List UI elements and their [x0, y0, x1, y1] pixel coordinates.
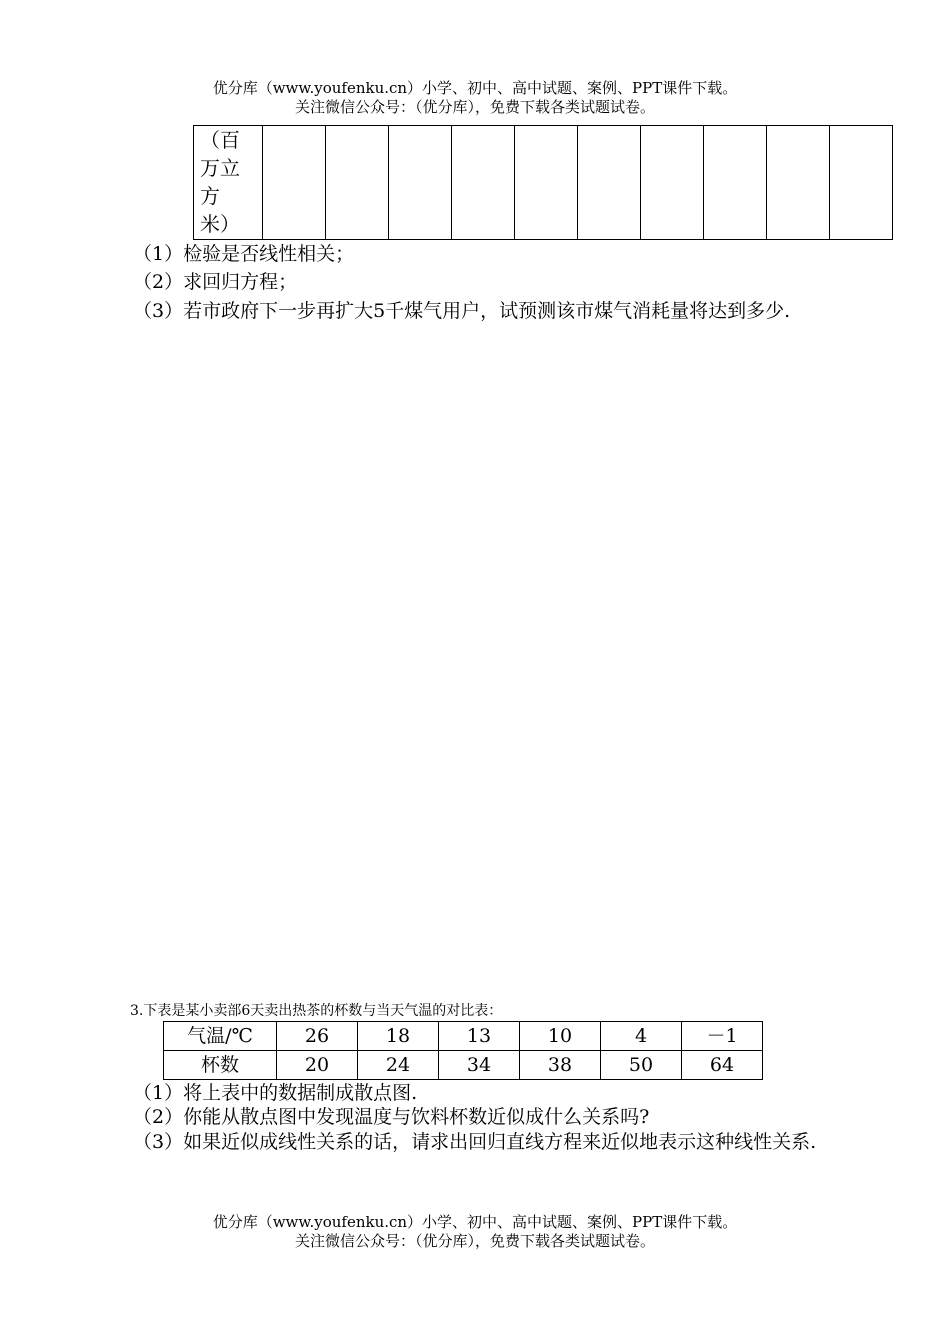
unit-line: （百 — [200, 128, 240, 152]
temperature-value: －1 — [682, 1022, 763, 1051]
temperature-value: 26 — [277, 1022, 358, 1051]
q2-item-3: （3）若市政府下一步再扩大5千煤气用户，试预测该市煤气消耗量将达到多少. — [133, 300, 791, 322]
table-row — [194, 126, 893, 240]
empty-cell — [515, 126, 578, 240]
row-label-temperature: 气温/℃ — [164, 1022, 277, 1051]
empty-cell — [263, 126, 326, 240]
cups-value: 38 — [520, 1051, 601, 1080]
temperature-value: 18 — [358, 1022, 439, 1051]
footer-line-2: 关注微信公众号：（优分库），免费下载各类试题试卷。 — [294, 1232, 655, 1250]
empty-cell — [389, 126, 452, 240]
table-row — [164, 1051, 763, 1080]
temperature-value: 4 — [601, 1022, 682, 1051]
empty-cell — [830, 126, 893, 240]
q3-item-2: （2）你能从散点图中发现温度与饮料杯数近似成什么关系吗? — [133, 1106, 650, 1128]
cups-value: 20 — [277, 1051, 358, 1080]
row-label-cups: 杯数 — [164, 1051, 277, 1080]
footer-line-1: 优分库（www.youfenku.cn）小学、初中、高中试题、案例、PPT课件下载。 — [212, 1213, 738, 1231]
cups-value: 24 — [358, 1051, 439, 1080]
unit-line: 米） — [200, 212, 240, 236]
unit-line: 方 — [200, 184, 220, 208]
empty-cell — [704, 126, 767, 240]
table-row — [164, 1022, 763, 1051]
q3-item-1: （1）将上表中的数据制成散点图. — [133, 1082, 418, 1104]
unit-cell — [194, 126, 263, 240]
q2-item-1: （1）检验是否线性相关； — [133, 243, 355, 265]
cups-value: 64 — [682, 1051, 763, 1080]
empty-cell — [641, 126, 704, 240]
cups-value: 34 — [439, 1051, 520, 1080]
empty-cell — [578, 126, 641, 240]
header-line-2: 关注微信公众号：（优分库），免费下载各类试题试卷。 — [294, 98, 655, 116]
empty-cell — [767, 126, 830, 240]
unit-line: 万立 — [200, 156, 240, 180]
empty-cell — [326, 126, 389, 240]
temperature-cups-table — [163, 1021, 763, 1080]
q2-item-2: （2）求回归方程； — [133, 271, 298, 293]
q3-title: 3.下表是某小卖部6天卖出热茶的杯数与当天气温的对比表： — [130, 1003, 503, 1019]
empty-cell — [452, 126, 515, 240]
header-line-1: 优分库（www.youfenku.cn）小学、初中、高中试题、案例、PPT课件下载。 — [212, 79, 738, 97]
cups-value: 50 — [601, 1051, 682, 1080]
q3-item-3: （3）如果近似成线性关系的话，请求出回归直线方程来近似地表示这种线性关系. — [133, 1131, 817, 1153]
temperature-value: 13 — [439, 1022, 520, 1051]
temperature-value: 10 — [520, 1022, 601, 1051]
gas-consumption-table-fragment — [193, 125, 893, 240]
